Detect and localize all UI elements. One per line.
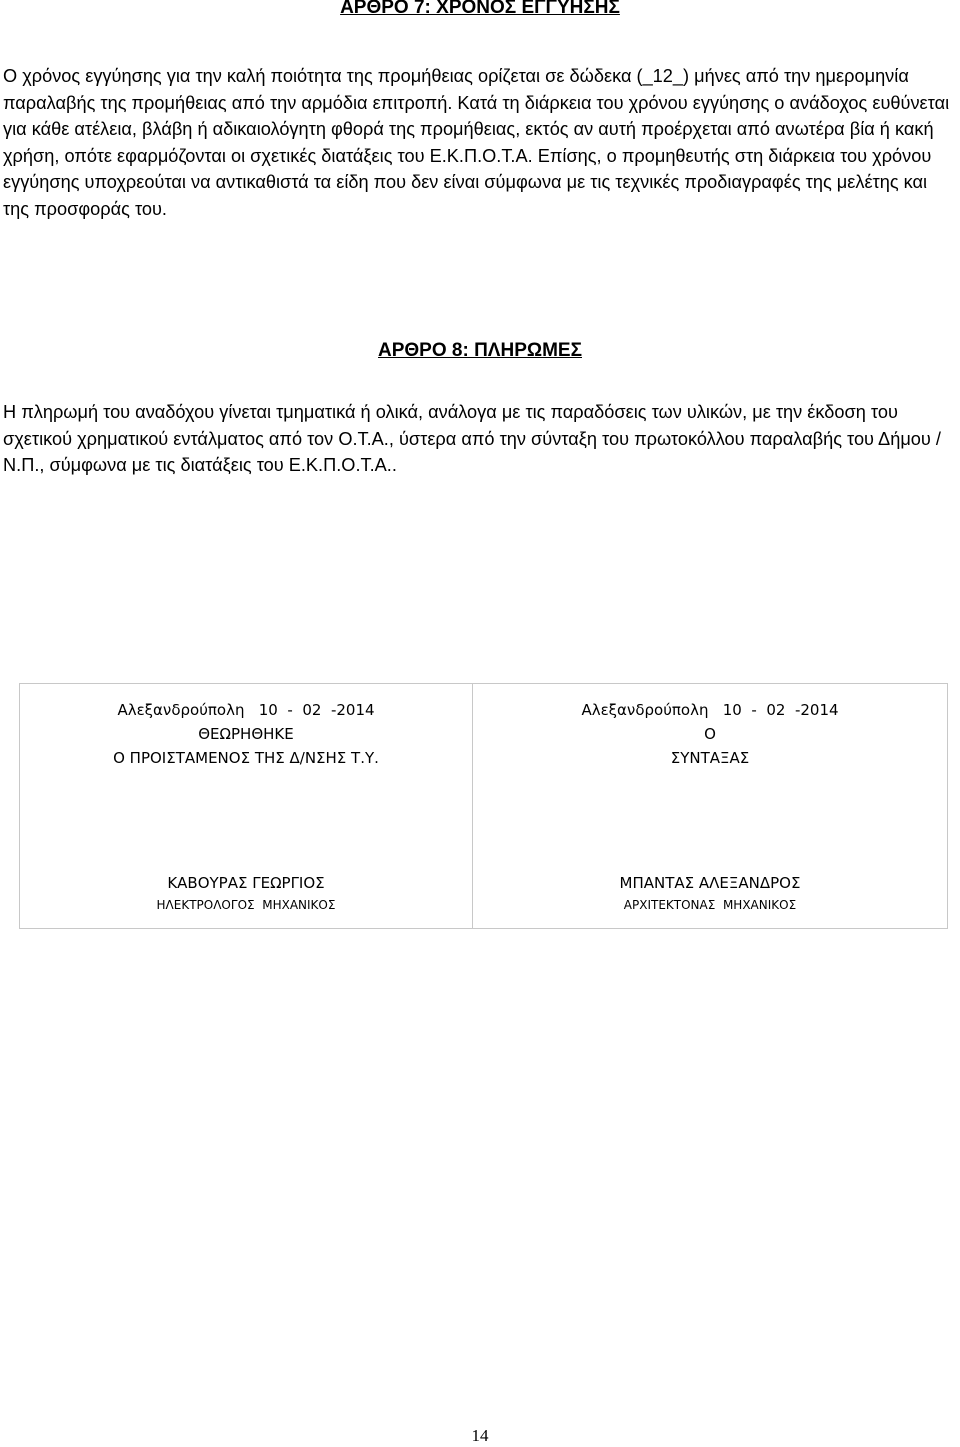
right-role: ΣΥΝΤΑΞΑΣ <box>670 749 750 767</box>
right-signatory-name: ΜΠΑΝΤΑΣ ΑΛΕΞΑΝΔΡΟΣ <box>619 874 801 892</box>
page-number: 14 <box>471 1426 489 1445</box>
left-signatory-name: ΚΑΒΟΥΡΑΣ ΓΕΩΡΓΙΟΣ <box>167 874 325 892</box>
article-7-heading: ΑΡΘΡΟ 7: ΧΡΟΝΟΣ ΕΓΓΥΗΣΗΣ <box>340 0 620 18</box>
article-8-paragraph: Η πληρωμή του αναδόχου γίνεται τμηματικά ή ολικά, ανάλογα με τις παραδόσεις των υλικών, με την έκδοση του σχετικού χρηματικού εντάλματος από τον Ο.Τ.Α., ύστερα από την σύνταξη του πρωτοκόλλου παραλαβής του Δήμου / Ν.Π., σύμφωνα με τις διατάξεις του Ε.Κ.Π.Ο.Τ.Α.. <box>3 402 941 475</box>
right-place-date: Αλεξανδρούπολη 10 - 02 -2014 <box>581 701 839 719</box>
signature-right-column <box>473 684 947 928</box>
right-signatory-title: ΑΡΧΙΤΕΚΤΟΝΑΣ ΜΗΧΑΝΙΚΟΣ <box>623 898 797 912</box>
left-status: ΘΕΩΡΗΘΗΚΕ <box>198 725 294 743</box>
right-status: Ο <box>704 725 716 743</box>
signature-left-column <box>20 684 473 928</box>
article-8-heading: ΑΡΘΡΟ 8: ΠΛΗΡΩΜΕΣ <box>378 340 582 361</box>
left-place-date: Αλεξανδρούπολη 10 - 02 -2014 <box>117 701 375 719</box>
left-role: Ο ΠΡΟΙΣΤΑΜΕΝΟΣ ΤΗΣ Δ/ΝΣΗΣ Τ.Υ. <box>113 749 379 767</box>
signature-table <box>19 683 948 929</box>
left-signatory-title: ΗΛΕΚΤΡΟΛΟΓΟΣ ΜΗΧΑΝΙΚΟΣ <box>156 898 336 912</box>
article-7-paragraph: Ο χρόνος εγγύησης για την καλή ποιότητα της προμήθειας ορίζεται σε δώδεκα (_12_) μήνες από την ημερομηνία παραλαβής της προμήθειας από την αρμόδια επιτροπή. Κατά τη διάρκεια του χρόνου εγγύησης ο ανάδοχος ευθύνεται για κάθε ατέλεια, βλάβη ή αδικαιολόγητη φθορά της προμήθειας, εκτός αν αυτή προέρχεται από ανωτέρα βία ή κακή χρήση, οπότε εφαρμόζονται οι σχετικές διατάξεις του Ε.Κ.Π.Ο.Τ.Α. Επίσης, ο προμηθευτής στη διάρκεια του χρόνου εγγύησης υποχρεούται να αντικαθιστά τα είδη που δεν είναι σύμφωνα με τις τεχνικές προδιαγραφές της μελέτης και της προσφοράς του. <box>3 66 950 219</box>
